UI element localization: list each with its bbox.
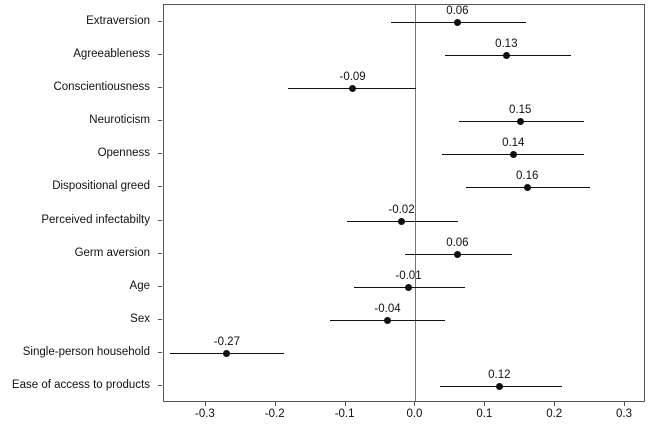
estimate-row xyxy=(164,70,644,89)
x-axis-tick-label: 0.1 xyxy=(476,408,493,420)
y-axis-tick-mark xyxy=(158,220,162,221)
x-axis-tick-mark xyxy=(345,402,346,406)
ci-lower-cap xyxy=(391,22,392,23)
y-axis-tick-mark xyxy=(158,286,162,287)
plot-panel xyxy=(163,4,645,402)
estimate-point xyxy=(517,118,524,125)
y-axis-tick-mark xyxy=(158,54,162,55)
estimate-point xyxy=(349,85,356,92)
y-axis-tick-label: Single-person household xyxy=(22,346,150,359)
estimate-value-label: -0.27 xyxy=(213,336,240,349)
estimate-row xyxy=(164,269,644,288)
y-axis-tick-mark xyxy=(158,153,162,154)
ci-upper-cap xyxy=(589,187,590,188)
ci-lower-cap xyxy=(354,287,355,288)
y-axis-tick-mark xyxy=(158,87,162,88)
estimate-row xyxy=(164,104,644,122)
estimate-value-label: -0.09 xyxy=(339,70,366,83)
x-axis-tick-mark xyxy=(205,402,206,406)
ci-lower-cap xyxy=(442,154,443,155)
estimate-row xyxy=(164,336,644,354)
y-axis-tick-mark xyxy=(158,385,162,386)
estimate-row xyxy=(164,170,644,188)
x-axis xyxy=(163,402,645,426)
y-axis-tick-label: Perceived infectabilty xyxy=(41,213,150,226)
y-axis-tick-mark xyxy=(158,253,162,254)
estimate-value-label: 0.15 xyxy=(509,104,532,117)
ci-upper-cap xyxy=(415,88,416,89)
y-axis-tick-mark xyxy=(158,319,162,320)
x-axis-tick-label: 0.2 xyxy=(546,408,563,420)
estimate-value-label: -0.04 xyxy=(374,303,401,316)
ci-upper-cap xyxy=(525,22,526,23)
x-axis-tick-label: -0.3 xyxy=(194,408,215,420)
y-axis-tick-label: Neuroticism xyxy=(89,114,150,127)
estimate-row xyxy=(164,137,644,155)
ci-upper-cap xyxy=(561,386,562,387)
estimate-point xyxy=(524,184,531,191)
y-axis-tick-label: Extraversion xyxy=(86,14,150,27)
x-axis-tick-label: 0.0 xyxy=(406,408,423,420)
estimate-value-label: 0.12 xyxy=(488,369,511,382)
estimate-value-label: 0.14 xyxy=(502,137,525,150)
x-axis-tick-label: -0.1 xyxy=(334,408,355,420)
estimate-point xyxy=(510,151,517,158)
estimate-row xyxy=(164,303,644,321)
ci-upper-cap xyxy=(570,55,571,56)
x-axis-tick-mark xyxy=(414,402,415,406)
ci-upper-cap xyxy=(464,287,465,288)
estimate-value-label: 0.06 xyxy=(446,4,469,17)
x-axis-tick-mark xyxy=(275,402,276,406)
y-axis-tick-label: Ease of access to products xyxy=(11,379,150,392)
estimate-row xyxy=(164,203,644,222)
estimate-row xyxy=(164,37,644,56)
estimate-value-label: 0.13 xyxy=(495,37,518,50)
ci-upper-cap xyxy=(583,154,584,155)
ci-lower-cap xyxy=(405,254,406,255)
estimate-row xyxy=(164,4,644,23)
ci-lower-cap xyxy=(330,320,331,321)
y-axis-tick-mark xyxy=(158,352,162,353)
ci-lower-cap xyxy=(347,221,348,222)
y-axis-labels xyxy=(0,4,158,402)
y-axis-tick-label: Age xyxy=(129,279,150,292)
y-axis-tick-mark xyxy=(158,120,162,121)
y-axis-tick-label: Conscientiousness xyxy=(53,80,150,93)
y-axis-tick-label: Openness xyxy=(97,147,150,160)
x-axis-tick-label: -0.2 xyxy=(264,408,285,420)
ci-lower-cap xyxy=(440,386,441,387)
y-axis-tick-label: Agreeableness xyxy=(73,47,150,60)
estimate-point xyxy=(398,218,405,225)
x-axis-tick-mark xyxy=(484,402,485,406)
estimate-point xyxy=(496,383,503,390)
estimate-row xyxy=(164,236,644,255)
ci-lower-cap xyxy=(459,121,460,122)
estimate-point xyxy=(223,350,230,357)
ci-upper-cap xyxy=(457,221,458,222)
y-axis-tick-label: Sex xyxy=(130,313,150,326)
ci-lower-cap xyxy=(466,187,467,188)
estimate-point xyxy=(503,52,510,59)
zero-reference-line xyxy=(415,5,416,401)
y-axis-tick-label: Dispositional greed xyxy=(52,180,150,193)
estimate-value-label: 0.16 xyxy=(516,170,539,183)
ci-upper-cap xyxy=(583,121,584,122)
ci-upper-cap xyxy=(444,320,445,321)
ci-upper-cap xyxy=(283,353,284,354)
estimate-point xyxy=(405,284,412,291)
ci-lower-cap xyxy=(170,353,171,354)
estimate-value-label: -0.01 xyxy=(395,269,422,282)
estimate-point xyxy=(454,251,461,258)
y-axis-tick-label: Germ aversion xyxy=(74,246,150,259)
x-axis-tick-label: 0.3 xyxy=(616,408,633,420)
x-axis-tick-mark xyxy=(624,402,625,406)
estimate-row xyxy=(164,369,644,387)
y-axis-tick-mark xyxy=(158,21,162,22)
estimate-value-label: -0.02 xyxy=(388,203,415,216)
ci-lower-cap xyxy=(445,55,446,56)
y-axis-tick-mark xyxy=(158,186,162,187)
estimate-point xyxy=(384,317,391,324)
estimate-point xyxy=(454,19,461,26)
ci-upper-cap xyxy=(511,254,512,255)
x-axis-tick-mark xyxy=(554,402,555,406)
ci-lower-cap xyxy=(288,88,289,89)
estimate-value-label: 0.06 xyxy=(446,236,469,249)
